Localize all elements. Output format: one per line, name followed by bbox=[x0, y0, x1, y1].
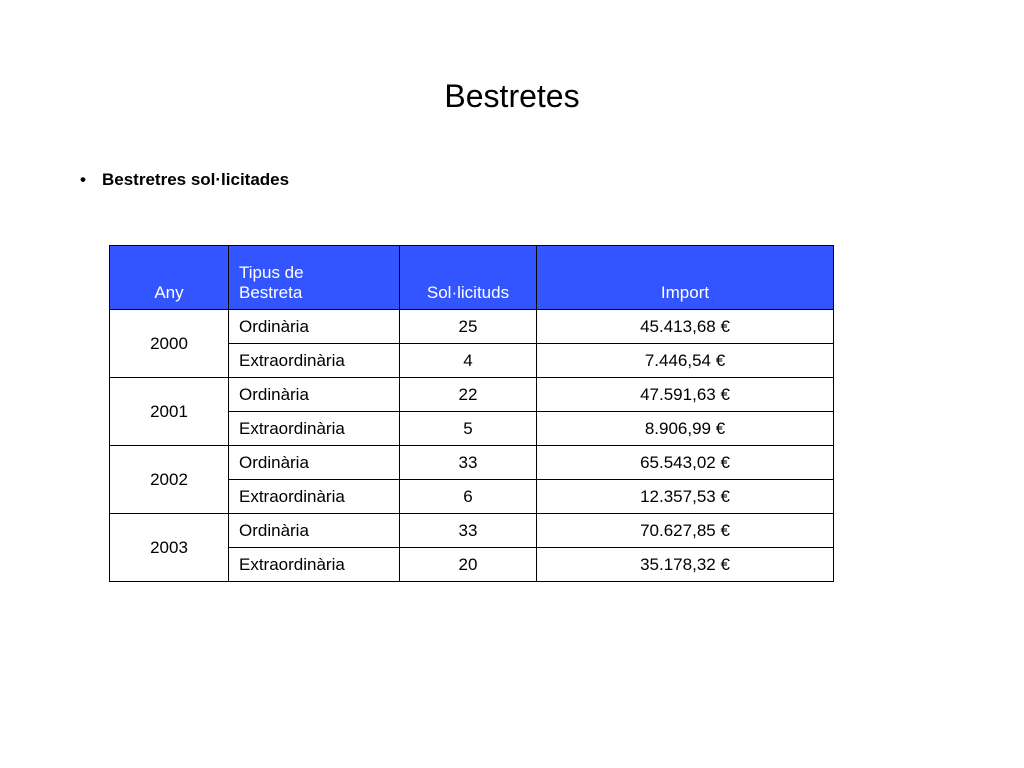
tipus-cell: Extraordinària bbox=[229, 480, 400, 514]
sollicituds-cell: 6 bbox=[400, 480, 537, 514]
slide-title: Bestretes bbox=[444, 78, 580, 114]
sollicituds-cell: 33 bbox=[400, 446, 537, 480]
sollicituds-cell: 25 bbox=[400, 310, 537, 344]
year-cell: 2002 bbox=[110, 446, 229, 514]
tipus-cell: Extraordinària bbox=[229, 344, 400, 378]
tipus-cell: Extraordinària bbox=[229, 548, 400, 582]
sollicituds-cell: 20 bbox=[400, 548, 537, 582]
bullet-item bbox=[80, 170, 289, 190]
table-header-row bbox=[110, 246, 834, 310]
sollicituds-cell: 5 bbox=[400, 412, 537, 446]
import-cell: 12.357,53 € bbox=[537, 480, 834, 514]
header-tipus-line2: Bestreta bbox=[239, 283, 303, 302]
tipus-cell: Ordinària bbox=[229, 378, 400, 412]
sollicituds-cell: 33 bbox=[400, 514, 537, 548]
import-cell: 47.591,63 € bbox=[537, 378, 834, 412]
header-sollicituds: Sol·licituds bbox=[400, 246, 537, 310]
sollicituds-cell: 22 bbox=[400, 378, 537, 412]
import-cell: 65.543,02 € bbox=[537, 446, 834, 480]
import-cell: 70.627,85 € bbox=[537, 514, 834, 548]
header-tipus bbox=[229, 246, 400, 310]
bullet-text: Bestretres sol·licitades bbox=[102, 170, 290, 189]
bullet-icon: • bbox=[80, 170, 86, 189]
sollicituds-cell: 4 bbox=[400, 344, 537, 378]
import-cell: 45.413,68 € bbox=[537, 310, 834, 344]
table-row bbox=[110, 446, 834, 480]
bestretes-table bbox=[109, 245, 834, 582]
tipus-cell: Ordinària bbox=[229, 310, 400, 344]
header-import: Import bbox=[537, 246, 834, 310]
year-cell: 2001 bbox=[110, 378, 229, 446]
tipus-cell: Ordinària bbox=[229, 446, 400, 480]
tipus-cell: Ordinària bbox=[229, 514, 400, 548]
tipus-cell: Extraordinària bbox=[229, 412, 400, 446]
table-row bbox=[110, 378, 834, 412]
year-cell: 2003 bbox=[110, 514, 229, 582]
header-any: Any bbox=[110, 246, 229, 310]
import-cell: 7.446,54 € bbox=[537, 344, 834, 378]
table-row bbox=[110, 310, 834, 344]
table-row bbox=[110, 514, 834, 548]
year-cell: 2000 bbox=[110, 310, 229, 378]
import-cell: 35.178,32 € bbox=[537, 548, 834, 582]
header-tipus-line1: Tipus de bbox=[239, 263, 304, 282]
import-cell: 8.906,99 € bbox=[537, 412, 834, 446]
